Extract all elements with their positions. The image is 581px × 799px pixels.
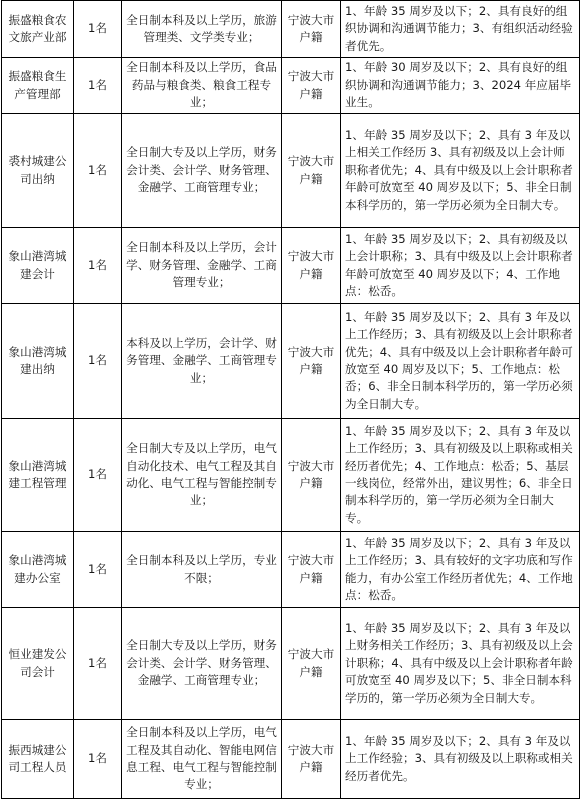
headcount-cell: 1名 <box>74 608 122 720</box>
headcount-cell: 1名 <box>74 419 122 532</box>
table-row <box>2 1 580 58</box>
headcount-cell: 1名 <box>74 720 122 799</box>
position-cell: 裘村城建公司出纳 <box>2 114 74 228</box>
position-cell: 振西城建公司工程人员 <box>2 720 74 799</box>
table-row <box>2 608 580 720</box>
headcount-cell: 1名 <box>74 114 122 228</box>
requirements-cell: 1、年龄 35 周岁及以下；2、具有 3 年及以上工作经历；3、具有初级及以上职称或相关经历者优先；4、工作地点：松岙；5、基层一线岗位，经常外出，建议男性；6、非全日制本科学历的，第一学历必须为全日制大专。 <box>341 419 580 532</box>
requirements-cell: 1、年龄 35 周岁及以下；2、具有初级及以上会计职称；3、具有中级及以上会计职称者年龄可放宽至 40 周岁及以下；4、工作地点：松岙。 <box>341 228 580 304</box>
requirements-cell: 1、年龄 35 周岁及以下；2、具有 3 年及以上工作经历；3、具有初级及以上会计职称者优先；4、具有中级及以上会计职称者年龄可放宽至 40 周岁及以下；5、工作地点：松岙；6、非全日制本科学历的，第一学历必须为全日制大专。 <box>341 304 580 419</box>
position-cell: 象山港湾城建工程管理 <box>2 419 74 532</box>
requirements-cell: 1、年龄 35 周岁及以下；2、具有 3 年及以上工作经验；3、具有初级及以上职称或相关经历者优先。 <box>341 720 580 799</box>
education-cell: 全日制本科及以上学历，专业不限； <box>122 532 282 608</box>
education-cell: 全日制大专及以上学历，电气自动化技术、电气工程及其自动化、电气工程与智能控制专业； <box>122 419 282 532</box>
requirements-cell: 1、年龄 35 周岁及以下；2、具有 3 年及以上相关工作经历 3、具有初级及以上会计师职称者优先；4、具有中级及以上会计职称者年龄可放宽至 40 周岁及以下；5、非全日制本科学历的，第一学历必须为全日制大专。 <box>341 114 580 228</box>
requirements-cell: 1、年龄 30 周岁及以下；2、具有良好的组织协调和沟通调节能力；3、2024 年应届毕业生。 <box>341 58 580 114</box>
recruitment-table-body <box>2 1 580 799</box>
education-cell: 全日制本科及以上学历，电气工程及其自动化、智能电网信息工程、电气工程与智能控制专业； <box>122 720 282 799</box>
table-row <box>2 532 580 608</box>
position-cell: 恒业建发公司会计 <box>2 608 74 720</box>
education-cell: 全日制本科及以上学历，旅游管理类、文学类专业； <box>122 1 282 58</box>
table-row <box>2 304 580 419</box>
registry-cell: 宁波大市户籍 <box>282 1 341 58</box>
table-row <box>2 114 580 228</box>
position-cell: 象山港湾城建会计 <box>2 228 74 304</box>
registry-cell: 宁波大市户籍 <box>282 720 341 799</box>
requirements-cell: 1、年龄 35 周岁及以下；2、具有 3 年及以上财务相关工作经历；3、具有初级及以上会计职称；4、具有中级及以上会计职称者年龄可放宽至 40 周岁及以下；5、非全日制本科学历的，第一学历必须为全日制大专。 <box>341 608 580 720</box>
headcount-cell: 1名 <box>74 1 122 58</box>
table-row <box>2 58 580 114</box>
registry-cell: 宁波大市户籍 <box>282 419 341 532</box>
education-cell: 本科及以上学历，会计学、财务管理、金融学、工商管理专业； <box>122 304 282 419</box>
education-cell: 全日制大专及以上学历，财务会计类、会计学、财务管理、金融学、工商管理专业； <box>122 608 282 720</box>
registry-cell: 宁波大市户籍 <box>282 304 341 419</box>
position-cell: 象山港湾城建出纳 <box>2 304 74 419</box>
registry-cell: 宁波大市户籍 <box>282 228 341 304</box>
position-cell: 振盛粮食农文旅产业部 <box>2 1 74 58</box>
headcount-cell: 1名 <box>74 228 122 304</box>
table-row <box>2 228 580 304</box>
position-cell: 象山港湾城建办公室 <box>2 532 74 608</box>
position-cell: 振盛粮食生产管理部 <box>2 58 74 114</box>
registry-cell: 宁波大市户籍 <box>282 58 341 114</box>
registry-cell: 宁波大市户籍 <box>282 532 341 608</box>
recruitment-table <box>1 0 580 799</box>
education-cell: 全日制大专及以上学历，财务会计类、会计学、财务管理、金融学、工商管理专业； <box>122 114 282 228</box>
education-cell: 全日制本科及以上学历，食品药品与粮食类、粮食工程专业； <box>122 58 282 114</box>
registry-cell: 宁波大市户籍 <box>282 114 341 228</box>
requirements-cell: 1、年龄 35 周岁及以下；2、具有 3 年及以上工作经历；3、具有较好的文字功底和写作能力，有办公室工作经历者优先；4、工作地点：松岙。 <box>341 532 580 608</box>
headcount-cell: 1名 <box>74 58 122 114</box>
headcount-cell: 1名 <box>74 532 122 608</box>
headcount-cell: 1名 <box>74 304 122 419</box>
registry-cell: 宁波大市户籍 <box>282 608 341 720</box>
table-row <box>2 720 580 799</box>
table-row <box>2 419 580 532</box>
requirements-cell: 1、年龄 35 周岁及以下；2、具有良好的组织协调和沟通调节能力；3、有组织活动经验者优先。 <box>341 1 580 58</box>
education-cell: 全日制本科及以上学历，会计学、财务管理、金融学、工商管理专业； <box>122 228 282 304</box>
